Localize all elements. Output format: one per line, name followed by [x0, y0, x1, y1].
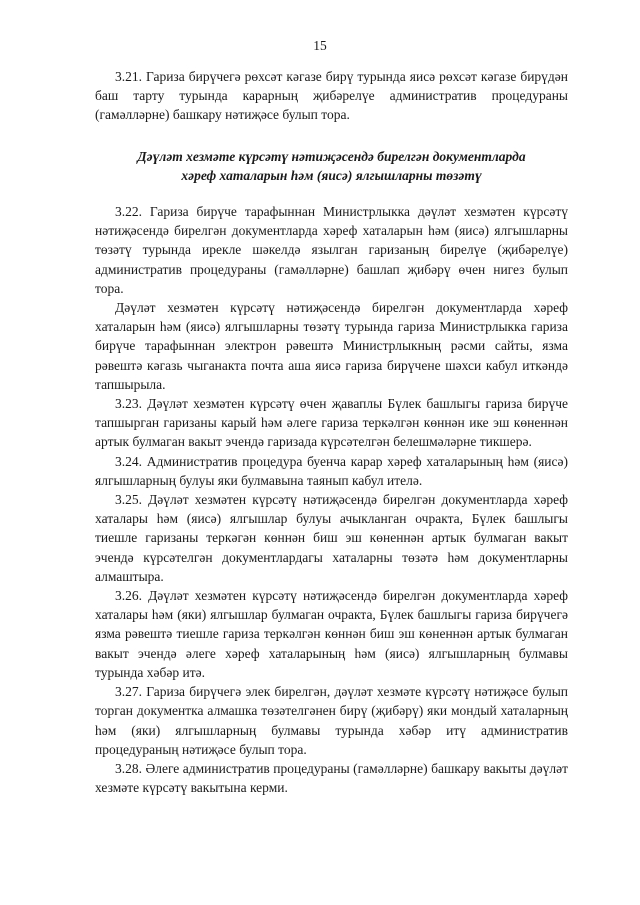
paragraph-3-22: 3.22. Гариза бирүче тарафыннан Министрлыкка дәүләт хезмәтен күрсәтү нәтиҗәсендә бирелгән документларда хәреф хаталарын һәм (яисә) ялгышларны төзәтү турында ирекле шәкелдә язылган гаризаның бирелүе (җибәрелүе) административ процедураны (гамәлләрне) башлап җибәрү өчен нигез булып тора.: [95, 204, 568, 296]
paragraph-3-28: 3.28. Әлеге административ процедураны (гамәлләрне) башкару вакыты дәүләт хезмәте күрсәтү вакытына керми.: [95, 760, 568, 796]
section-heading-line-1: Дәүләт хезмәте күрсәтү нәтиҗәсендә бирелгән документларда: [137, 148, 526, 164]
paragraph-3-25: 3.25. Дәүләт хезмәтен күрсәтү нәтиҗәсендә бирелгән документларда хәреф хаталары һәм (яисә) ялгышлар булуы ачыкланган очракта, Бүлек башлыгы тиешле гаризаны теркәгән көннән биш эш көненнән артык булмаган вакыт эчендә күрсәтелгән документлардагы хаталарны төзәтә һәм документларны алмаштыра.: [95, 492, 568, 584]
paragraph-3-27: 3.27. Гариза бирүчегә элек бирелгән, дәүләт хезмәте күрсәтү нәтиҗәсе булып торган документка алмашка төзәтелгәнен бирү (җибәрү) яки мондый хаталарның һәм (яки) ялгышларның булмавы турында хәбәр итү административ процедураның нәтиҗәсе булып тора.: [95, 684, 568, 757]
paragraph-3-23: 3.23. Дәүләт хезмәтен күрсәтү өчен җаваплы Бүлек башлыгы гариза бирүче тапшырган гаризаны карый һәм әлеге гариза теркәлгән көннән ике эш көненнән артык булмаган вакыт эчендә гаризада күрсәтелгән белешмәләрне тикшерә.: [95, 396, 568, 450]
paragraph-3-22-continued: Дәүләт хезмәтен күрсәтү нәтиҗәсендә бирелгән документларда хәреф хаталарын һәм (яисә) ялгышларны төзәтү турында гариза Министрлыкка гариза бирүче тарафыннан электрон рәвештә Министрлыкның рәсми сайты, язма рәвештә кәгазь чыганакта почта аша яисә гариза бирүчене шәхси кабул иткәндә тапшырыла.: [95, 300, 568, 392]
document-body: [95, 67, 568, 797]
paragraph-3-24: 3.24. Административ процедура буенча карар хәреф хаталарының һәм (яисә) ялгышларның булуы яки булмавына таянып кабул ителә.: [95, 453, 568, 488]
paragraph-3-21: 3.21. Гариза бирүчегә рөхсәт кәгазе бирү турында яисә рөхсәт кәгазе бирүдән баш тарту турында карарның җибәрелүе административ процедураны (гамәлләрне) башкару нәтиҗәсе булып тора.: [95, 69, 568, 123]
section-heading-line-2: хәреф хаталарын һәм (яисә) ялгышларны төзәтү: [181, 167, 482, 183]
section-heading: [95, 147, 568, 185]
paragraph-3-26: 3.26. Дәүләт хезмәтен күрсәтү нәтиҗәсендә бирелгән документларда хәреф хаталары һәм (яки) ялгышлар булмаган очракта, Бүлек башлыгы гариза бирүчегә язма рәвештә тиешле гариза теркәлгән көннән биш эш көненнән артык булмаган вакыт эчендә әлеге хәреф хаталарының һәм (яисә) ялгышларның булмавы турында хәбәр итә.: [95, 588, 568, 680]
page-number: 15: [313, 38, 327, 53]
